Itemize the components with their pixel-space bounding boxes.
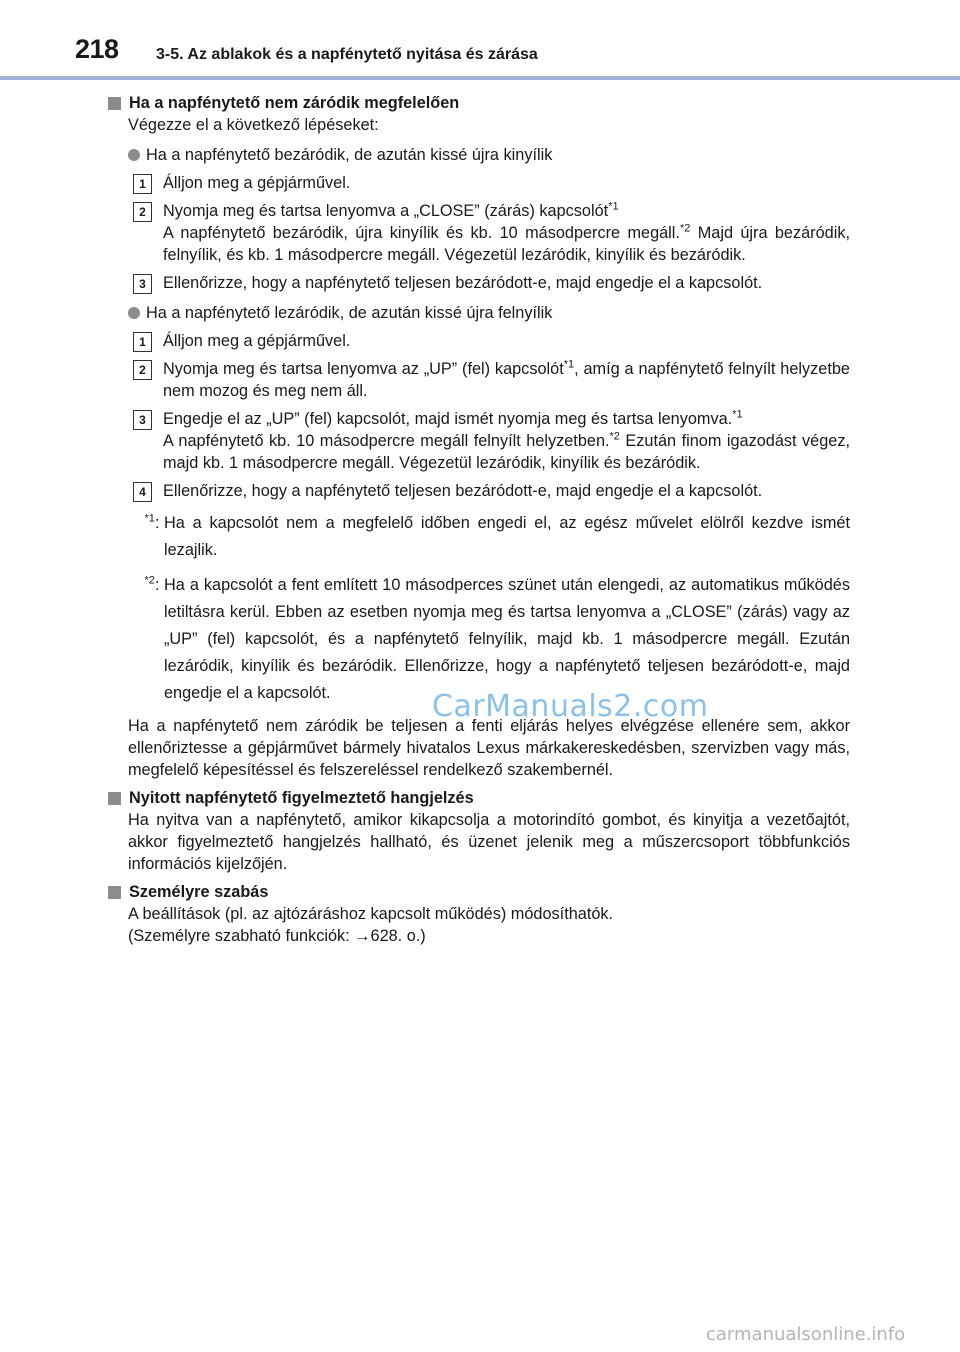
footnote (110, 572, 850, 707)
step-number-badge: 2 (133, 202, 152, 222)
step-text: Álljon meg a gépjárművel. (163, 174, 351, 192)
section-open-sunroof-warning (110, 787, 850, 875)
page-number: 218 (75, 34, 119, 64)
footnote-mark-text: *1 (144, 512, 155, 525)
section-title: Személyre szabás (129, 883, 269, 901)
footnote-mark: $^{*1}$: (144, 512, 164, 532)
step-item (110, 272, 850, 294)
section-text: Ha nyitva van a napfénytető, amikor kikapcsolja a motorindító gombot, és kinyitja a vezetőajtót, akkor figyelmeztető hangjelzés hallható, és üzenet jelenik meg a műszercsoport többfunkciós információs kijelzőjén. (128, 811, 850, 873)
step-text-part: , amíg a napfénytető felnyílt helyzetbe nem mozog és meg nem áll. (163, 360, 850, 400)
step-text-part: Majd újra bezáródik, felnyílik, és kb. 1 másodpercre megáll. Végezetül lezáródik, kinyílik és bezáródik. (163, 224, 850, 264)
header-rule (0, 76, 960, 80)
footnote-text: Ha a kapcsolót nem a megfelelő időben engedi el, az egész művelet elölről kezdve ismét lezajlik. (164, 514, 850, 559)
step-text-part: Nyomja meg és tartsa lenyomva a „CLOSE” (zárás) kapcsolót (163, 202, 609, 220)
section-heading (108, 881, 850, 903)
footnote-text: Ha a kapcsolót a fent említett 10 másodperces szünet után elengedi, az automatikus működés letiltásra kerül. Ebben az esetben nyomja meg és tartsa lenyomva a „CLOSE” (zárás) vagy az „UP” (fel) kapcsolót, és a napfénytető felnyílik, majd kb. 1 másodpercre megáll. Ezután lezáródik, kinyílik és bezáródik. Ellenőrizze, hogy a napfénytető teljesen bezáródott-e, majd engedje el a kapcsolót. (164, 576, 850, 702)
footnote-ref: *1 (563, 358, 575, 371)
square-bullet-icon (108, 792, 121, 805)
circle-bullet-icon (128, 149, 140, 161)
step-item (110, 172, 850, 194)
footnote (110, 510, 850, 564)
step-text (163, 200, 850, 266)
intro-text: Végezze el a következő lépéseket: (128, 116, 379, 134)
step-number-badge: 1 (133, 174, 152, 194)
footer-watermark: carmanualsonline.info (706, 1324, 906, 1345)
case-heading (128, 144, 850, 166)
footnote-mark-text: *2 (144, 574, 155, 587)
page-header (0, 0, 960, 80)
footnote-ref: *2 (609, 430, 620, 443)
case-heading (128, 302, 850, 324)
footnote-ref: *2 (679, 222, 691, 235)
section-sunroof-not-closing (110, 92, 850, 781)
section-title: Nyitott napfénytető figyelmeztető hangjelzés (129, 789, 474, 807)
square-bullet-icon (108, 97, 121, 110)
section-customization (110, 881, 850, 947)
step-text-part: A napfénytető bezáródik, újra kinyílik és kb. 10 másodpercre megáll. (163, 224, 680, 242)
step-item (110, 200, 850, 266)
step-item (110, 330, 850, 352)
step-item (110, 408, 850, 474)
step-text-part: Engedje el az „UP” (fel) kapcsolót, majd ismét nyomja meg és tartsa lenyomva. (163, 410, 733, 428)
section-heading (108, 92, 850, 114)
step-number-badge: 2 (133, 360, 152, 380)
footnote-ref: *1 (732, 408, 743, 421)
section-heading (108, 787, 850, 809)
section-title: Ha a napfénytető nem záródik megfelelően (129, 94, 460, 112)
step-text: Ellenőrizze, hogy a napfénytető teljesen bezáródott-e, majd engedje el a kapcsolót. (163, 274, 763, 292)
step-text-part: Ezután finom igazodást végez, majd kb. 1 másodpercre megáll. Végezetül lezáródik, kinyílik és bezáródik. (163, 432, 851, 472)
page-content (110, 92, 850, 953)
step-item (110, 358, 850, 402)
footnote-ref: *1 (608, 200, 619, 213)
watermark: CarManuals2.com (432, 689, 709, 724)
step-item (110, 480, 850, 502)
step-text: Álljon meg a gépjárművel. (163, 332, 351, 350)
step-text (163, 358, 850, 402)
square-bullet-icon (108, 886, 121, 899)
step-text-part: Nyomja meg és tartsa lenyomva az „UP” (fel) kapcsolót (163, 360, 564, 378)
step-text (163, 408, 850, 474)
step-number-badge: 3 (133, 410, 152, 430)
step-text: Ellenőrizze, hogy a napfénytető teljesen bezáródott-e, majd engedje el a kapcsolót. (163, 482, 763, 500)
case-title: Ha a napfénytető lezáródik, de azután kissé újra felnyílik (146, 304, 553, 322)
footnote-mark: $^{*2}$: (144, 574, 164, 594)
closing-paragraph: Ha a napfénytető nem záródik be teljesen a fenti eljárás helyes elvégzése ellenére sem, akkor ellenőriztesse a gépjárművet bármely hivatalos Lexus márkakereskedésben, szervizben vagy más, megfelelő képesítéssel és felszereléssel rendelkező szakembernél. (128, 717, 850, 779)
circle-bullet-icon (128, 307, 140, 319)
chapter-title: 3-5. Az ablakok és a napfénytető nyitása és zárása (156, 46, 538, 63)
case-title: Ha a napfénytető bezáródik, de azután kissé újra kinyílik (146, 146, 553, 164)
step-text-part: A napfénytető kb. 10 másodpercre megáll felnyílt helyzetben. (163, 432, 610, 450)
step-number-badge: 4 (133, 482, 152, 502)
section-text: A beállítások (pl. az ajtózáráshoz kapcsolt működés) módosíthatók. (128, 905, 614, 923)
step-number-badge: 3 (133, 274, 152, 294)
cross-reference[interactable]: (Személyre szabható funkciók: →628. o.) (128, 927, 426, 945)
step-number-badge: 1 (133, 332, 152, 352)
